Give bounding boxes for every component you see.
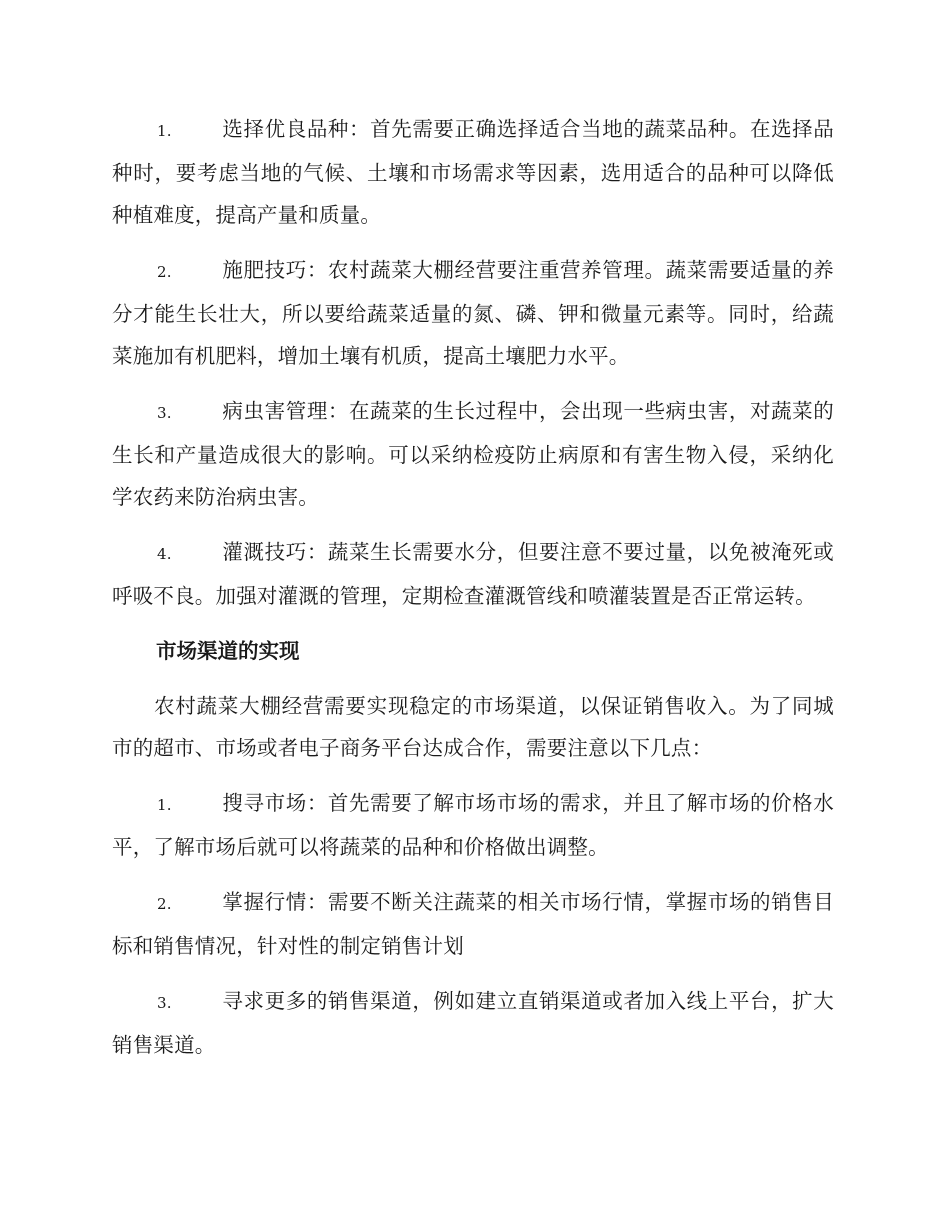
- list-item-text: 灌溉技巧：蔬菜生长需要水分，但要注意不要过量，以免被淹死或呼吸不良。加强对灌溉的管理，定期检查灌溉管线和喷灌装置是否正常运转。: [112, 540, 834, 608]
- list-item: [112, 390, 834, 518]
- list-item: [112, 782, 834, 868]
- list-item: [112, 980, 834, 1066]
- list-item: [112, 531, 834, 617]
- list-item-text: 病虫害管理：在蔬菜的生长过程中，会出现一些病虫害，对蔬菜的生长和产量造成很大的影响。可以采纳检疫防止病原和有害生物入侵，采纳化学农药来防治病虫害。: [112, 399, 834, 509]
- list-item-text: 掌握行情：需要不断关注蔬菜的相关市场行情，掌握市场的销售目标和销售情况，针对性的制定销售计划: [112, 890, 834, 958]
- list-number: 2.: [157, 263, 172, 281]
- list-number: 1.: [157, 796, 172, 814]
- list-number: 2.: [157, 895, 172, 913]
- list-number: 1.: [157, 122, 172, 140]
- list-item: [112, 108, 834, 236]
- list-item-text: 选择优良品种：首先需要正确选择适合当地的蔬菜品种。在选择品种时，要考虑当地的气候、土壤和市场需求等因素，选用适合的品种可以降低种植难度，提高产量和质量。: [112, 117, 834, 227]
- section-heading: 市场渠道的实现: [156, 639, 300, 663]
- list-item: [112, 249, 834, 377]
- list-item-text: 施肥技巧：农村蔬菜大棚经营要注重营养管理。蔬菜需要适量的养分才能生长壮大，所以要给蔬菜适量的氮、磷、钾和微量元素等。同时，给蔬菜施加有机肥料，增加土壤有机质，提高土壤肥力水平。: [112, 258, 834, 368]
- list-number: 3.: [157, 404, 172, 422]
- list-item-text: 寻求更多的销售渠道，例如建立直销渠道或者加入线上平台，扩大销售渠道。: [112, 989, 834, 1057]
- list-item: [112, 881, 834, 967]
- list-number: 4.: [157, 545, 172, 563]
- list-number: 3.: [157, 994, 172, 1012]
- list-item-text: 搜寻市场：首先需要了解市场市场的需求，并且了解市场的价格水平，了解市场后就可以将蔬菜的品种和价格做出调整。: [112, 791, 834, 859]
- section-intro: 农村蔬菜大棚经营需要实现稳定的市场渠道，以保证销售收入。为了同城市的超市、市场或者电子商务平台达成合作，需要注意以下几点：: [112, 694, 834, 760]
- document-body: [112, 108, 834, 1079]
